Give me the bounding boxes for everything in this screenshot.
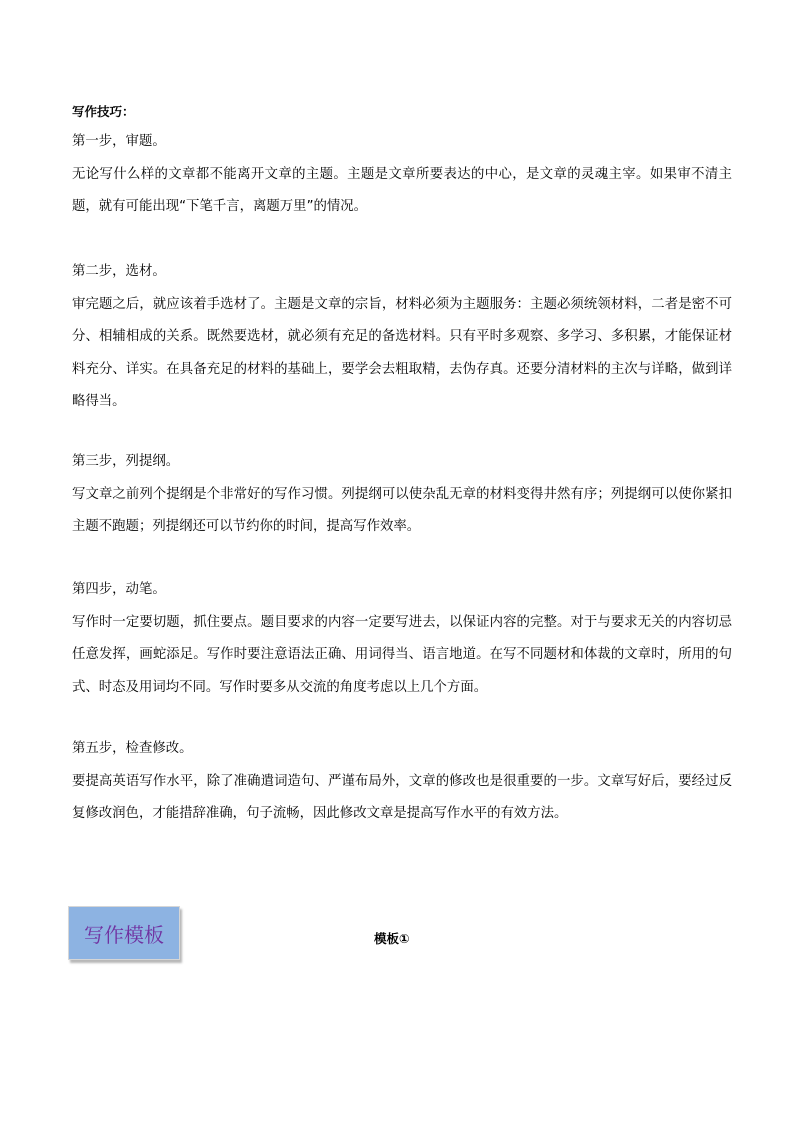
- step-one-title: 第一步，审题。: [72, 134, 166, 149]
- template-label: 模板①: [374, 931, 410, 946]
- step-five-body: 要提高英语写作水平，除了准确遣词造句、严谨布局外，文章的修改也是很重要的一步。文章写好后，要经过反复修改润色，才能措辞准确，句子流畅，因此修改文章是提高写作水平的有效方法。: [72, 773, 732, 821]
- step-two-section: [72, 256, 732, 419]
- step-four-title: 第四步，动笔。: [72, 582, 166, 597]
- step-three-title: 第三步，列提纲。: [72, 454, 180, 469]
- step-two-title: 第二步，选材。: [72, 264, 166, 279]
- step-two-body: 审完题之后，就应该着手选材了。主题是文章的宗旨，材料必须为主题服务：主题必须统领材料，二者是密不可分、相辅相成的关系。既然要选材，就必须有充足的备选材料。只有平时多观察、多学习、多积累，才能保证材料充分、详实。在具备充足的材料的基础上，要学会去粗取精，去伪存真。还要分清材料的主次与详略，做到详略得当。: [72, 296, 732, 409]
- step-four-body: 写作时一定要切题，抓住要点。题目要求的内容一定要写进去，以保证内容的完整。对于与要求无关的内容切忌任意发挥，画蛇添足。写作时要注意语法正确、用词得当、语言地道。在写不同题材和体裁的文章时，所用的句式、时态及用词均不同。写作时要多从交流的角度考虑以上几个方面。: [72, 614, 732, 695]
- writing-template-badge: 写作模板: [68, 906, 180, 960]
- step-one-body: 无论写什么样的文章都不能离开文章的主题。主题是文章所要表达的中心，是文章的灵魂主宰。如果审不清主题，就有可能出现“下笔千言，离题万里”的情况。: [72, 166, 732, 214]
- step-three-section: [72, 446, 732, 544]
- step-five-section: [72, 733, 732, 831]
- step-four-section: [72, 574, 732, 704]
- step-five-title: 第五步，检查修改。: [72, 741, 193, 756]
- step-three-body: 写文章之前列个提纲是个非常好的写作习惯。列提纲可以使杂乱无章的材料变得井然有序；列提纲可以使你紧扣主题不跑题；列提纲还可以节约你的时间，提高写作效率。: [72, 486, 732, 534]
- section-heading: 写作技巧：: [72, 104, 135, 119]
- step-one-section: [72, 126, 732, 224]
